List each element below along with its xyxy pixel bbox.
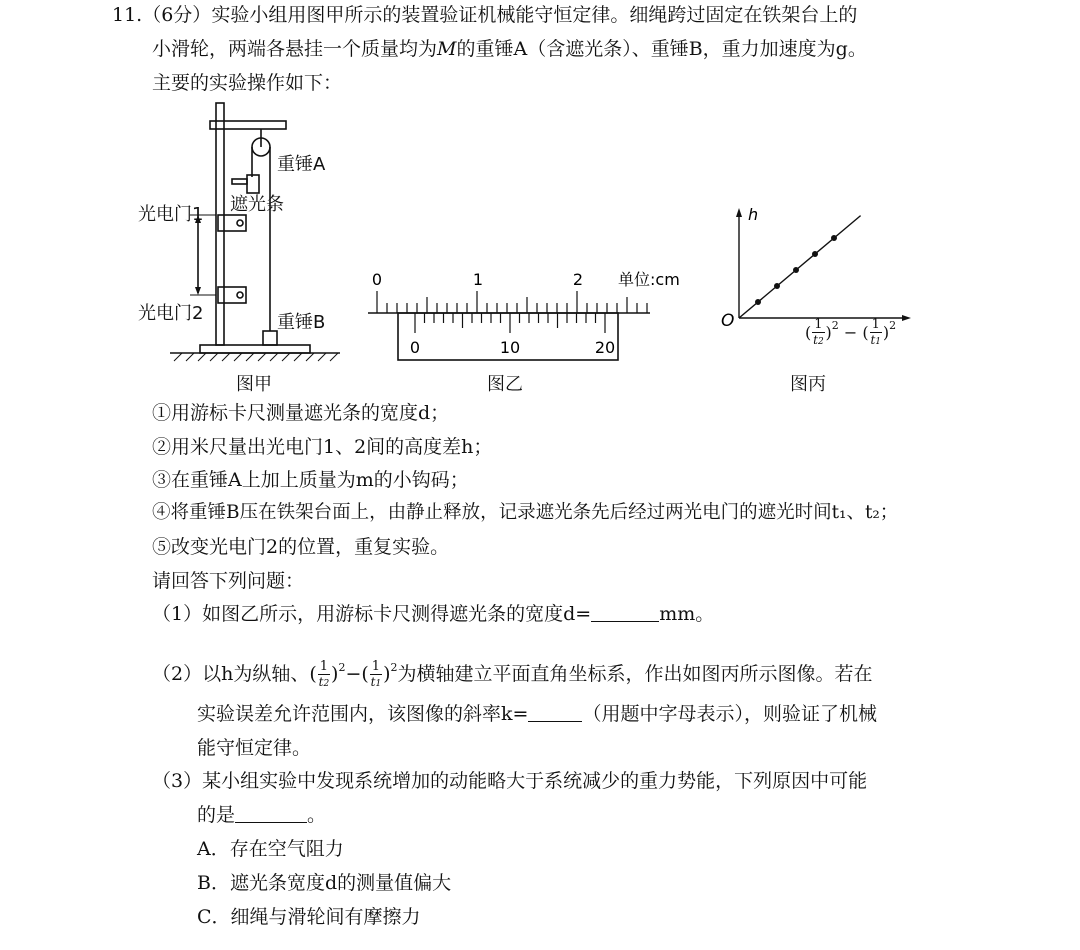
step-2: ②用米尺量出光电门1、2间的高度差h；	[152, 436, 493, 458]
question-stem-line1: 11.（6分）实验小组用图甲所示的装置验证机械能守恒定律。细绳跨过固定在铁架台上的	[112, 4, 858, 26]
question-stem-line3: 主要的实验操作如下：	[152, 72, 343, 94]
figure-jia-caption: 图甲	[236, 374, 272, 395]
origin-label: O	[721, 311, 735, 331]
main-label-2: 2	[572, 270, 584, 289]
option-b[interactable]: B．遮光条宽度d的测量值偏大	[197, 872, 452, 894]
figure-bing-caption: 图丙	[790, 374, 826, 395]
label-gate1: 光电门1	[138, 204, 204, 225]
figure-yi-vernier	[360, 265, 680, 365]
step-5: ⑤改变光电门2的位置，重复实验。	[152, 536, 450, 558]
answer-blank-3[interactable]	[235, 804, 307, 823]
figure-bing-graph	[715, 200, 915, 330]
question-stem-line2: 小滑轮，两端各悬挂一个质量均为M的重锤A（含遮光条）、重锤B，重力加速度为g。	[152, 38, 867, 60]
label-gate2: 光电门2	[138, 303, 204, 324]
question-2-line1: （2）以h为纵轴、( $\frac{1}{t2}$ )$^2$−( $\frac{1}{t1}$ )$^2$为横轴建立平面直角坐标系，作出如图丙所示图像。若在	[152, 658, 873, 689]
label-weight-a: 重锤A	[277, 154, 326, 175]
prompt: 请回答下列问题：	[152, 570, 305, 592]
label-shutter: 遮光条	[230, 194, 284, 215]
data-point	[831, 235, 837, 241]
label-weight-b: 重锤B	[277, 312, 326, 333]
option-a[interactable]: A．存在空气阻力	[197, 838, 344, 860]
data-point	[774, 283, 780, 289]
y-axis-label: h	[748, 205, 759, 224]
vernier-label-10: 10	[499, 338, 521, 357]
vernier-label-0: 0	[409, 338, 421, 357]
data-point	[755, 299, 761, 305]
step-4: ④将重锤B压在铁架台面上，由静止释放，记录遮光条先后经过两光电门的遮光时间t₁、t₂；	[152, 502, 899, 523]
step-1: ①用游标卡尺测量遮光条的宽度d；	[152, 402, 450, 424]
question-2-line3: 能守恒定律。	[197, 737, 312, 759]
question-3-line1: （3）某小组实验中发现系统增加的动能略大于系统减少的重力势能，下列原因中可能	[152, 770, 868, 792]
data-point	[793, 267, 799, 273]
question-1: （1）如图乙所示，用游标卡尺测得遮光条的宽度d= mm。	[152, 603, 715, 625]
answer-blank-2[interactable]	[528, 703, 582, 722]
main-label-1: 1	[472, 270, 484, 289]
answer-blank-1[interactable]	[591, 603, 659, 622]
figure-yi-caption: 图乙	[487, 374, 523, 395]
unit-label: 单位:cm	[618, 270, 680, 289]
data-point	[812, 251, 818, 257]
main-label-0: 0	[371, 270, 383, 289]
step-3: ③在重锤A上加上质量为m的小钩码；	[152, 469, 469, 491]
vernier-label-20: 20	[594, 338, 616, 357]
question-2-line2: 实验误差允许范围内，该图像的斜率k= （用题中字母表示），则验证了机械	[197, 703, 877, 725]
figure-jia-apparatus	[130, 95, 360, 370]
question-3-line2: 的是 。	[197, 804, 327, 826]
option-c[interactable]: C．细绳与滑轮间有摩擦力	[197, 906, 421, 928]
x-axis-expression: ( $\frac{1}{t2}$ )$^2$ − ( $\frac{1}{t1}$ )$^2$	[805, 317, 897, 347]
